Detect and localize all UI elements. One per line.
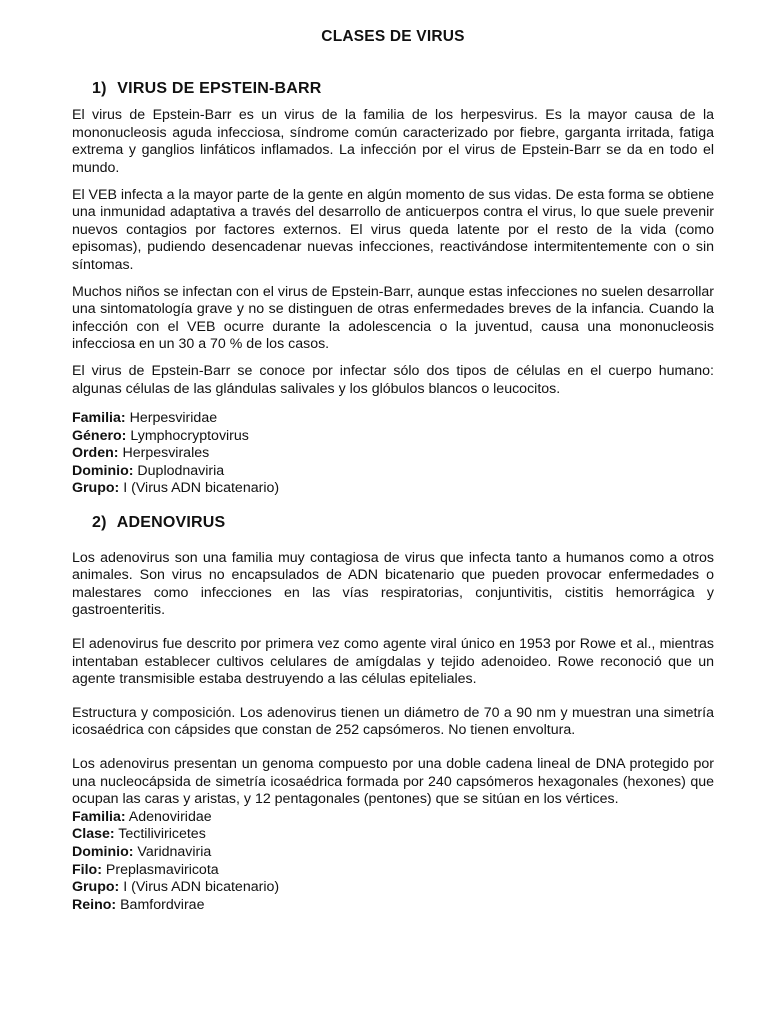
taxonomy-row — [72, 410, 714, 428]
taxonomy-row — [72, 862, 714, 880]
taxonomy-row — [72, 879, 714, 897]
taxonomy-key: Dominio: — [72, 462, 134, 479]
taxonomy-row — [72, 844, 714, 862]
section-epstein-barr — [72, 80, 714, 498]
paragraph: El virus de Epstein-Barr se conoce por infectar sólo dos tipos de células en el cuerpo humano: algunas células de las glándulas salivales y los glóbulos blancos o leucocitos. — [72, 362, 714, 397]
document-title: CLASES DE VIRUS — [321, 28, 465, 45]
taxonomy-row — [72, 463, 714, 481]
taxonomy-key: Grupo: — [72, 879, 120, 896]
taxonomy-value: Herpesviridae — [129, 410, 218, 427]
paragraph: Estructura y composición. Los adenovirus tienen un diámetro de 70 a 90 nm y muestran una simetría icosaédrica con cápsides que constan de 252 capsómeros. No tienen envoltura. — [72, 704, 714, 739]
paragraph: El VEB infecta a la mayor parte de la gente en algún momento de sus vidas. De esta forma se obtiene una inmunidad adaptativa a través del desarrollo de anticuerpos contra el virus, lo que suele prevenir nuevos contagios por factores externos. El virus queda latente por el resto de la vida (como episomas), pudiendo desencadenar nuevas infecciones, reactivándose intermitentemente con o sin síntomas. — [72, 186, 714, 273]
taxonomy-value: Preplasmaviricota — [105, 861, 219, 878]
taxonomy-row — [72, 480, 714, 498]
taxonomy-value: Lymphocryptovirus — [130, 427, 249, 444]
section-heading — [92, 514, 714, 532]
taxonomy-list — [72, 410, 714, 498]
paragraph: Los adenovirus presentan un genoma compuesto por una doble cadena lineal de DNA protegido por una nucleocápsida de simetría icosaédrica formada por 240 capsómeros hexagonales (hexones) que ocupan las caras y aristas, y 12 pentagonales (pentones) que se sitúan en los vértices. — [72, 756, 714, 808]
taxonomy-value: Bamfordvirae — [120, 896, 205, 913]
taxonomy-value: Herpesvirales — [122, 445, 210, 462]
taxonomy-key: Género: — [72, 427, 127, 444]
taxonomy-row — [72, 897, 714, 915]
section-adenovirus — [72, 514, 714, 914]
taxonomy-value: Duplodnaviria — [137, 462, 225, 479]
taxonomy-key: Orden: — [72, 445, 119, 462]
paragraph: El adenovirus fue descrito por primera vez como agente viral único en 1953 por Rowe et al., mientras intentaban establecer cultivos celulares de amígdalas y tejido adenoideo. Rowe reconoció que un agente transmisible estaba destruyendo a las células epiteliales. — [72, 636, 714, 688]
taxonomy-value: I (Virus ADN bicatenario) — [123, 480, 280, 497]
taxonomy-value: Adenoviridae — [128, 808, 212, 825]
section-number: 2) — [92, 514, 107, 532]
paragraph: Los adenovirus son una familia muy contagiosa de virus que infecta tanto a humanos como a otros animales. Son virus no encapsulados de ADN bicatenario que pueden provocar enfermedades o malestares como infecciones en las vías respiratorias, conjuntivitis, cistitis hemorrágica y gastroenteritis. — [72, 549, 714, 619]
taxonomy-value: Varidnaviria — [137, 843, 212, 860]
taxonomy-list — [72, 809, 714, 915]
paragraph: Muchos niños se infectan con el virus de Epstein-Barr, aunque estas infecciones no suelen desarrollar una sintomatología grave y no se distinguen de otras enfermedades breves de la infancia. Cuando la infección con el VEB ocurre durante la adolescencia o la juventud, causa una mononucleosis infecciosa en un 30 a 70 % de los casos. — [72, 283, 714, 353]
taxonomy-row — [72, 428, 714, 446]
taxonomy-value: I (Virus ADN bicatenario) — [123, 879, 280, 896]
section-heading — [92, 80, 714, 98]
section-title: VIRUS DE EPSTEIN-BARR — [117, 79, 322, 97]
taxonomy-key: Familia: — [72, 410, 126, 427]
taxonomy-key: Familia: — [72, 808, 126, 825]
taxonomy-key: Filo: — [72, 861, 102, 878]
taxonomy-key: Dominio: — [72, 843, 134, 860]
section-number: 1) — [92, 79, 107, 97]
taxonomy-key: Clase: — [72, 826, 115, 843]
taxonomy-value: Tectiliviricetes — [118, 826, 206, 843]
taxonomy-row — [72, 826, 714, 844]
taxonomy-key: Reino: — [72, 896, 117, 913]
taxonomy-row — [72, 809, 714, 827]
paragraph: El virus de Epstein-Barr es un virus de la familia de los herpesvirus. Es la mayor causa de la mononucleosis aguda infecciosa, síndrome común caracterizado por fiebre, garganta irritada, fatiga extrema y ganglios linfáticos inflamados. La infección por el virus de Epstein-Barr se da en todo el mundo. — [72, 107, 714, 176]
section-title: ADENOVIRUS — [116, 514, 226, 532]
taxonomy-row — [72, 445, 714, 463]
taxonomy-key: Grupo: — [72, 480, 120, 497]
